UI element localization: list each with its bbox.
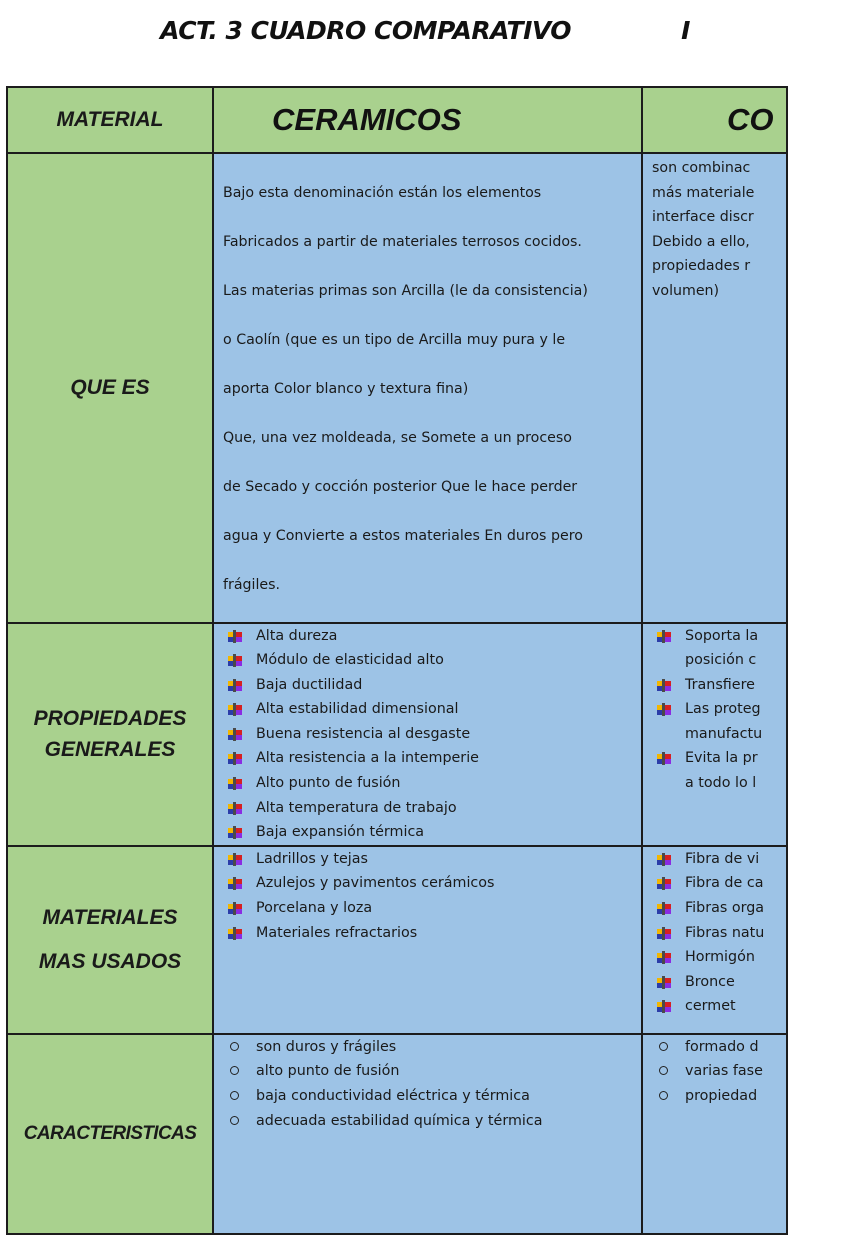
list-item-text: Módulo de elasticidad alto: [256, 652, 444, 669]
row-label-materiales: [7, 846, 213, 1034]
list-item: [222, 820, 637, 845]
flag-bullet-icon: [228, 902, 242, 915]
header-row: [7, 87, 787, 153]
flag-bullet-icon: [228, 654, 242, 667]
list-item: [222, 648, 637, 673]
list-item-text: Evita la pr: [685, 750, 758, 767]
row-label-propiedades: [7, 623, 213, 846]
comparison-table: [6, 86, 788, 1235]
list-item-text: Fibras natu: [685, 924, 765, 941]
list-item-text: Alto punto de fusión: [256, 775, 401, 792]
list-item: [651, 994, 782, 1019]
list-item: [651, 945, 782, 970]
circle-bullet-icon: [230, 1091, 239, 1100]
text-line: aporta Color blanco y textura fina): [223, 380, 469, 397]
list-item: [651, 697, 782, 722]
row-caracteristicas: [7, 1034, 787, 1234]
document-title-fragment: I: [681, 16, 690, 45]
list-item-text: Fibra de ca: [685, 875, 764, 892]
row-label-caracteristicas-text: CARACTERISTICAS: [23, 1122, 197, 1144]
circle-bullet-icon: [230, 1116, 239, 1125]
que-es-compuestos-text: [643, 154, 786, 303]
row-label-que-es-text: QUE ES: [70, 376, 150, 399]
flag-bullet-icon: [228, 679, 242, 692]
text-line: propiedades r: [652, 258, 751, 274]
materiales-compuestos-cell: [642, 846, 787, 1034]
materiales-ceramicos-list: [214, 847, 641, 945]
document-title-text: ACT. 3 CUADRO COMPARATIVO: [160, 16, 572, 45]
list-item: [222, 847, 637, 872]
flag-bullet-icon: [228, 826, 242, 839]
circle-bullet-icon: [659, 1066, 668, 1075]
list-item: [651, 970, 782, 995]
column-header-compuestos-text: CO: [727, 102, 774, 137]
list-item: [222, 771, 637, 796]
list-item: [222, 697, 637, 722]
text-line: agua y Convierte a estos materiales En duros pero: [223, 527, 583, 544]
list-item-continuation: [651, 771, 782, 796]
list-item-text: son duros y frágiles: [256, 1038, 397, 1055]
list-item-text: manufactu: [685, 725, 763, 742]
list-item: [222, 1084, 637, 1109]
circle-bullet-icon: [230, 1042, 239, 1051]
list-item-text: Azulejos y pavimentos cerámicos: [256, 875, 495, 892]
list-item-text: Transfiere: [685, 676, 755, 693]
list-item-text: Materiales refractarios: [256, 924, 418, 941]
header-label-cell: [7, 87, 213, 153]
list-item-text: baja conductividad eléctrica y térmica: [256, 1088, 530, 1105]
caracteristicas-compuestos-list: [643, 1035, 786, 1109]
list-item-text: Alta resistencia a la intemperie: [256, 750, 479, 767]
flag-bullet-icon: [657, 703, 671, 716]
flag-bullet-icon: [228, 728, 242, 741]
flag-bullet-icon: [657, 1000, 671, 1013]
flag-bullet-icon: [228, 630, 242, 643]
row-propiedades: [7, 623, 787, 846]
list-item: [651, 1084, 782, 1109]
flag-bullet-icon: [657, 902, 671, 915]
list-item-text: formado d: [685, 1038, 759, 1055]
column-header-compuestos: [642, 87, 787, 153]
text-line: frágiles.: [223, 576, 281, 593]
propiedades-ceramicos-cell: [213, 623, 642, 846]
list-item-text: adecuada estabilidad química y térmica: [256, 1112, 543, 1129]
text-line: interface discr: [652, 209, 754, 225]
list-item: [222, 921, 637, 946]
list-item-text: propiedad: [685, 1088, 758, 1105]
list-item-text: Baja expansión térmica: [256, 824, 425, 841]
flag-bullet-icon: [657, 630, 671, 643]
list-item-continuation: [651, 722, 782, 747]
list-item: [651, 921, 782, 946]
flag-bullet-icon: [657, 976, 671, 989]
list-item-text: a todo lo l: [685, 775, 757, 792]
list-item: [222, 1059, 637, 1084]
list-item-text: Ladrillos y tejas: [256, 850, 368, 867]
flag-bullet-icon: [228, 802, 242, 815]
list-item: [222, 1035, 637, 1060]
text-line: de Secado y cocción posterior Que le hace perder: [223, 478, 578, 495]
row-label-que-es: [7, 153, 213, 623]
propiedades-compuestos-cell: [642, 623, 787, 846]
list-item-text: Bronce: [685, 973, 735, 990]
flag-bullet-icon: [228, 777, 242, 790]
flag-bullet-icon: [228, 927, 242, 940]
list-item-text: alto punto de fusión: [256, 1063, 400, 1080]
flag-bullet-icon: [228, 877, 242, 890]
list-item: [222, 796, 637, 821]
caracteristicas-ceramicos-list: [214, 1035, 641, 1133]
propiedades-ceramicos-list: [214, 624, 641, 845]
text-line: son combinac: [652, 160, 751, 176]
row-materiales: [7, 846, 787, 1034]
list-item: [222, 746, 637, 771]
flag-bullet-icon: [657, 927, 671, 940]
list-item: [651, 1035, 782, 1060]
list-item-continuation: [651, 648, 782, 673]
list-item-text: Baja ductilidad: [256, 676, 363, 693]
row-label-propiedades-line2: GENERALES: [44, 738, 176, 762]
list-item-text: posición c: [685, 652, 757, 669]
list-item: [651, 673, 782, 698]
list-item-text: Fibras orga: [685, 900, 765, 917]
list-item: [222, 896, 637, 921]
text-line: Que, una vez moldeada, se Somete a un proceso: [223, 429, 572, 446]
list-item: [222, 624, 637, 649]
materiales-ceramicos-cell: [213, 846, 642, 1034]
circle-bullet-icon: [659, 1042, 668, 1051]
text-line: o Caolín (que es un tipo de Arcilla muy pura y le: [223, 331, 566, 348]
text-line: más materiale: [652, 184, 755, 201]
text-line: Las materias primas son Arcilla (le da consistencia): [223, 282, 588, 299]
list-item-text: Buena resistencia al desgaste: [256, 725, 471, 742]
list-item: [651, 871, 782, 896]
list-item-text: Alta dureza: [256, 627, 338, 644]
list-item-text: Soporta la: [685, 627, 759, 644]
flag-bullet-icon: [228, 752, 242, 765]
list-item: [222, 673, 637, 698]
materiales-compuestos-list: [643, 847, 786, 1019]
row-que-es: [7, 153, 787, 623]
list-item: [651, 847, 782, 872]
list-item: [651, 746, 782, 771]
flag-bullet-icon: [657, 752, 671, 765]
text-line: Fabricados a partir de materiales terrosos cocidos.: [223, 233, 582, 250]
que-es-compuestos-cell: [642, 153, 787, 623]
list-item: [651, 624, 782, 649]
caracteristicas-compuestos-cell: [642, 1034, 787, 1234]
list-item: [222, 722, 637, 747]
row-label-materiales-line2: MAS USADOS: [38, 949, 182, 973]
list-item-text: Alta temperatura de trabajo: [256, 799, 457, 816]
flag-bullet-icon: [657, 679, 671, 692]
list-item-text: varias fase: [685, 1063, 763, 1080]
column-header-ceramicos: [213, 87, 642, 153]
text-line: Bajo esta denominación están los elementos: [223, 184, 542, 201]
list-item-text: cermet: [685, 998, 736, 1015]
document-title: [0, 16, 850, 45]
flag-bullet-icon: [657, 877, 671, 890]
que-es-ceramicos-cell: [213, 153, 642, 623]
flag-bullet-icon: [657, 853, 671, 866]
row-label-caracteristicas: [7, 1034, 213, 1234]
text-line: volumen): [652, 282, 720, 299]
list-item: [651, 896, 782, 921]
list-item-text: Alta estabilidad dimensional: [256, 701, 459, 718]
list-item: [222, 1109, 637, 1134]
header-label: MATERIAL: [56, 108, 164, 132]
list-item-text: Fibra de vi: [685, 850, 760, 867]
flag-bullet-icon: [228, 703, 242, 716]
flag-bullet-icon: [228, 853, 242, 866]
column-header-ceramicos-text: CERAMICOS: [272, 102, 462, 137]
row-label-materiales-line1: MATERIALES: [42, 905, 178, 929]
circle-bullet-icon: [230, 1066, 239, 1075]
row-label-propiedades-line1: PROPIEDADES: [33, 706, 187, 730]
flag-bullet-icon: [657, 951, 671, 964]
list-item-text: Porcelana y loza: [256, 900, 373, 917]
circle-bullet-icon: [659, 1091, 668, 1100]
caracteristicas-ceramicos-cell: [213, 1034, 642, 1234]
list-item: [222, 871, 637, 896]
list-item-text: Hormigón: [685, 949, 755, 966]
propiedades-compuestos-list: [643, 624, 786, 796]
list-item: [651, 1059, 782, 1084]
que-es-ceramicos-text: [214, 154, 641, 622]
text-line: Debido a ello,: [652, 233, 750, 250]
list-item-text: Las proteg: [685, 701, 761, 718]
